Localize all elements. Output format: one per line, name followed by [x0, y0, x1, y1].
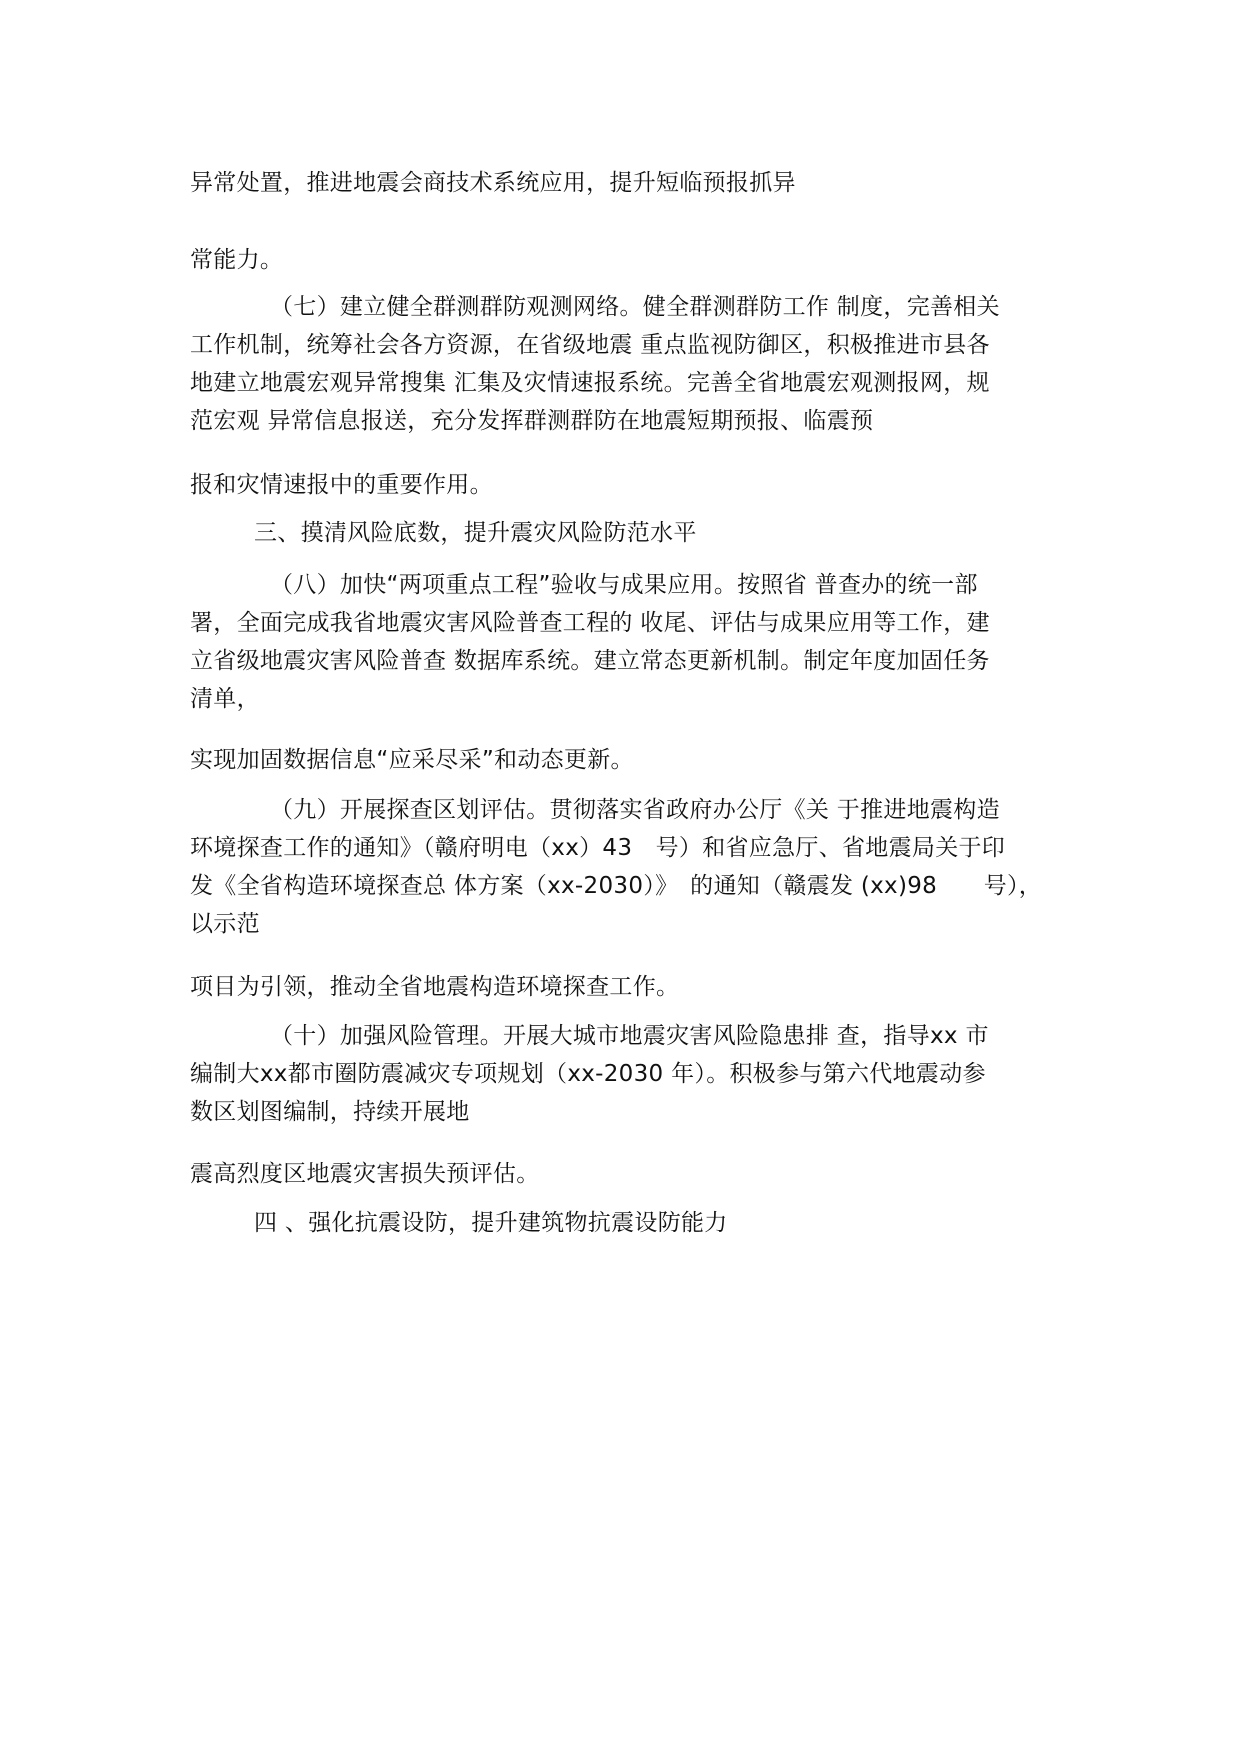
- text-line: 项目为引领，推动全省地震构造环境探查工作。: [190, 974, 680, 1000]
- text-line: 以示范: [190, 911, 260, 937]
- text-line: 地建立地震宏观异常搜集 汇集及灾情速报系统。完善全省地震宏观测报网，规: [190, 370, 990, 396]
- text-line: 工作机制，统筹社会各方资源，在省级地震 重点监视防御区，积极推进市县各: [190, 332, 990, 358]
- paragraph-8-line: （八）加快“两项重点工程”验收与成果应用。按照省 普查办的统一部: [270, 572, 978, 598]
- paragraph-7-line: （七）建立健全群测群防观测网络。健全群测群防工作 制度，完善相关: [270, 294, 1000, 320]
- text-line: 署，全面完成我省地震灾害风险普查工程的 收尾、评估与成果应用等工作，建: [190, 610, 990, 636]
- text-line: 清单，: [190, 686, 260, 712]
- paragraph-10-line: （十）加强风险管理。开展大城市地震灾害风险隐患排 查，指导xx 市: [270, 1023, 989, 1049]
- text-line: 数区划图编制，持续开展地: [190, 1099, 470, 1125]
- section-heading: 四 、强化抗震设防，提升建筑物抗震设防能力: [254, 1210, 728, 1236]
- text-line: 异常处置，推进地震会商技术系统应用，提升短临预报抓异: [190, 170, 796, 196]
- text-line: 范宏观 异常信息报送，充分发挥群测群防在地震短期预报、临震预: [190, 408, 874, 434]
- text-line: 常能力。: [190, 247, 284, 273]
- text-line: 发《全省构造环境探查总 体方案（xx-2030）》 的通知（赣震发 (xx)98 号），: [190, 873, 1043, 899]
- text-line: 编制大xx都市圈防震减灾专项规划（xx-2030 年）。积极参与第六代地震动参: [190, 1061, 986, 1087]
- text-line: 立省级地震灾害风险普查 数据库系统。建立常态更新机制。制定年度加固任务: [190, 648, 990, 674]
- text-line: 震高烈度区地震灾害损失预评估。: [190, 1161, 540, 1187]
- paragraph-9-line: （九）开展探查区划评估。贯彻落实省政府办公厅《关 于推进地震构造: [270, 797, 1000, 823]
- text-line: 环境探查工作的通知》（赣府明电（xx）43 号）和省应急厅、省地震局关于印: [190, 835, 1006, 861]
- text-line: 报和灾情速报中的重要作用。: [190, 472, 493, 498]
- section-heading: 三、摸清风险底数，提升震灾风险防范水平: [254, 520, 697, 546]
- text-line: 实现加固数据信息“应采尽采”和动态更新。: [190, 747, 634, 773]
